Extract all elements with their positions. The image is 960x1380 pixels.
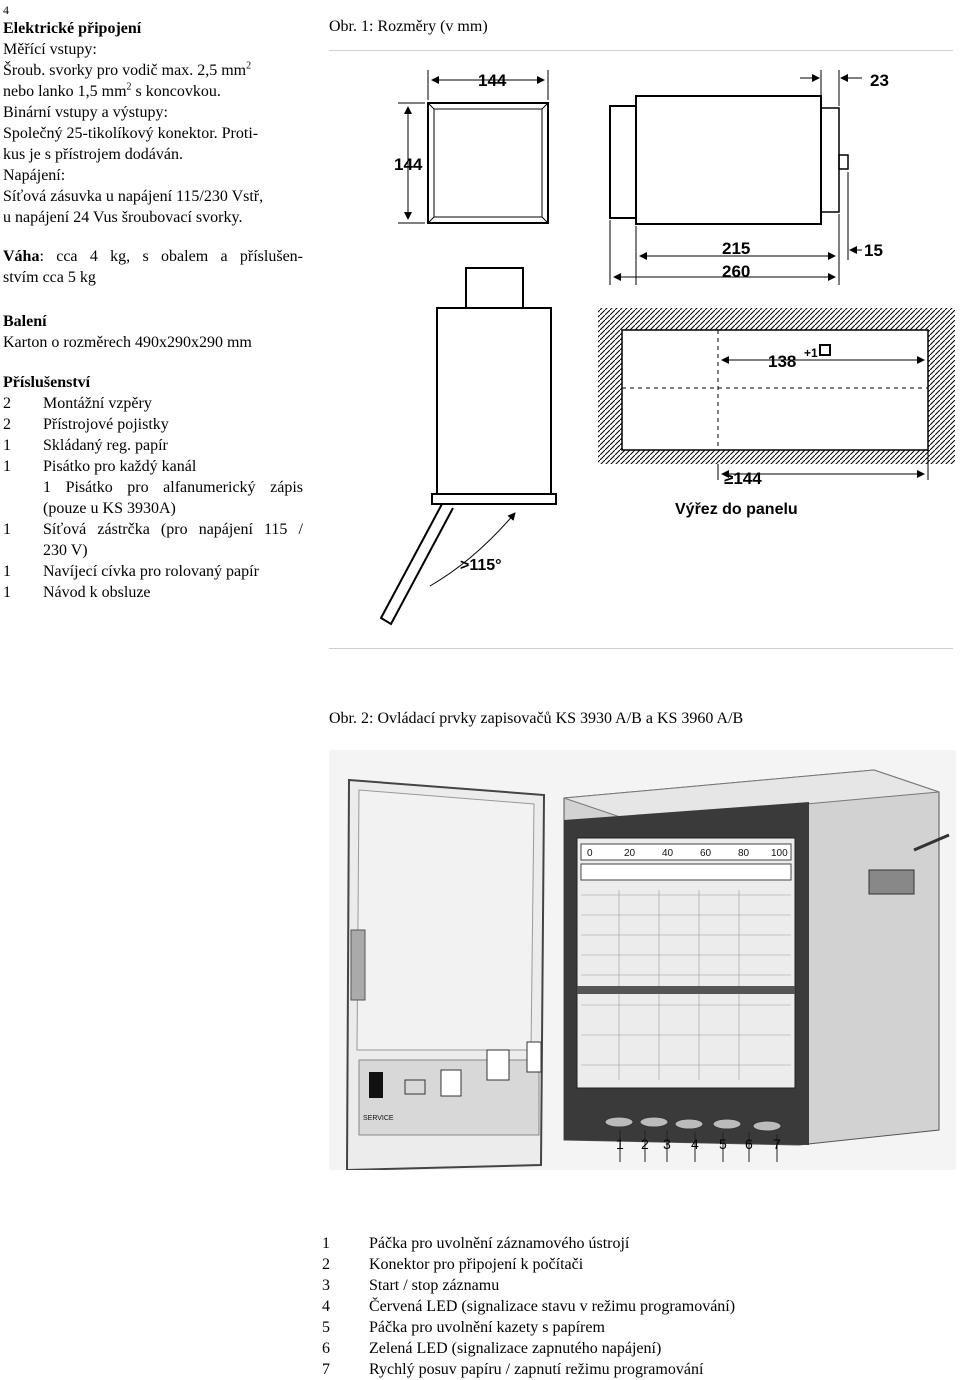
binary-io-label: Binární vstupy a výstupy: <box>3 104 168 121</box>
legend-list <box>322 1233 952 1380</box>
weight-line-1: Váha: cca 4 kg, s obalem a příslušen- <box>3 248 303 265</box>
list-item: 2 Konektor pro připojení k počítači <box>322 1256 584 1273</box>
callout-3: 3 <box>663 1136 671 1152</box>
power-label: Napájení: <box>3 167 66 184</box>
svg-text:0: 0 <box>587 848 593 859</box>
dim-label-15: 15 <box>864 241 883 260</box>
list-item: 1 Pisátko pro alfanumerický zápis (pouze u KS 3930A) <box>43 479 303 517</box>
svg-text:80: 80 <box>738 848 750 859</box>
measuring-inputs-label: Měřící vstupy: <box>3 41 97 58</box>
dim-label-215: 215 <box>722 239 751 258</box>
dim-23 <box>800 70 862 106</box>
page-number: 4 <box>3 3 9 17</box>
panel-cutout <box>598 308 955 480</box>
dim-label-138-tolerance: +1 <box>804 346 818 360</box>
list-item: 7 Rychlý posuv papíru / zapnutí režimu programování <box>322 1361 704 1378</box>
dim-label-138: 138 <box>768 352 797 371</box>
list-item: 6 Zelená LED (signalizace zapnutého napájení) <box>322 1340 662 1357</box>
figure-2-caption: Obr. 2: Ovládací prvky zapisovačů KS 3930 A/B a KS 3960 A/B <box>329 710 744 727</box>
angle-arc <box>430 513 515 586</box>
callout-7: 7 <box>773 1136 781 1152</box>
weight-line-2: stvím cca 5 kg <box>3 269 96 286</box>
dim-label-144-height: 144 <box>394 155 423 174</box>
connector-line-1: Společný 25-tikolíkový konektor. Proti- <box>3 125 259 142</box>
recorder-photo <box>329 750 956 1170</box>
power-line-2: u napájení 24 Vus šroubovací svorky. <box>3 209 243 226</box>
callout-1: 1 <box>616 1136 624 1152</box>
list-item: 3 Start / stop záznamu <box>322 1277 500 1294</box>
callout-6: 6 <box>745 1136 753 1152</box>
figure-1-caption: Obr. 1: Rozměry (v mm) <box>329 18 488 35</box>
callout-4: 4 <box>691 1136 699 1152</box>
list-item: 1 Síťová zástrčka (pro napájení 115 / 230 V) <box>3 521 303 559</box>
packing-text: Karton o rozměrech 490x290x290 mm <box>3 334 252 351</box>
connector-line-2: kus je s přístrojem dodáván. <box>3 146 183 163</box>
callout-5: 5 <box>719 1136 727 1152</box>
dim-label-144-width: 144 <box>478 71 507 90</box>
svg-text:100: 100 <box>771 848 788 859</box>
angle-label: >115° <box>460 557 502 574</box>
list-item: 1 Páčka pro uvolnění záznamového ústrojí <box>322 1235 630 1252</box>
dim-label-23: 23 <box>870 71 889 90</box>
svg-text:20: 20 <box>624 848 636 859</box>
power-line-1: Síťová zásuvka u napájení 115/230 Vstř, <box>3 188 264 205</box>
list-item: 5 Páčka pro uvolnění kazety s papírem <box>322 1319 605 1336</box>
list-item: 2 Přístrojové pojistky <box>3 416 169 433</box>
front-view <box>428 103 548 223</box>
terminal-line: Šroub. svorky pro vodič max. 2,5 $mm^2$ <box>3 60 252 79</box>
service-label: SERVICE <box>363 1115 394 1122</box>
svg-text:40: 40 <box>662 848 674 859</box>
accessories-title: Příslušenství <box>3 374 91 391</box>
divider <box>329 648 953 649</box>
cutout-label: Výřez do panelu <box>675 501 798 518</box>
list-item: 2 Montážní vzpěry <box>3 395 152 412</box>
list-item: 1 Skládaný reg. papír <box>3 437 168 454</box>
list-item: 4 Červená LED (signalizace stavu v režimu programování) <box>322 1298 736 1315</box>
dim-label-ge144: ≥144 <box>724 469 762 488</box>
dim-label-260: 260 <box>722 262 751 281</box>
list-item: 1 Návod k obsluze <box>3 584 151 601</box>
list-item: 1 Navíjecí cívka pro rolovaný papír <box>3 563 259 580</box>
packing-title: Balení <box>3 313 47 330</box>
callout-2: 2 <box>641 1136 649 1152</box>
svg-text:60: 60 <box>700 848 712 859</box>
electrical-title: Elektrické připojení <box>3 20 142 37</box>
wire-line: nebo lanko 1,5 $mm^2$ s koncovkou. <box>3 81 221 100</box>
list-item: 1 Pisátko pro každý kanál <box>3 458 197 475</box>
side-view <box>610 96 848 224</box>
